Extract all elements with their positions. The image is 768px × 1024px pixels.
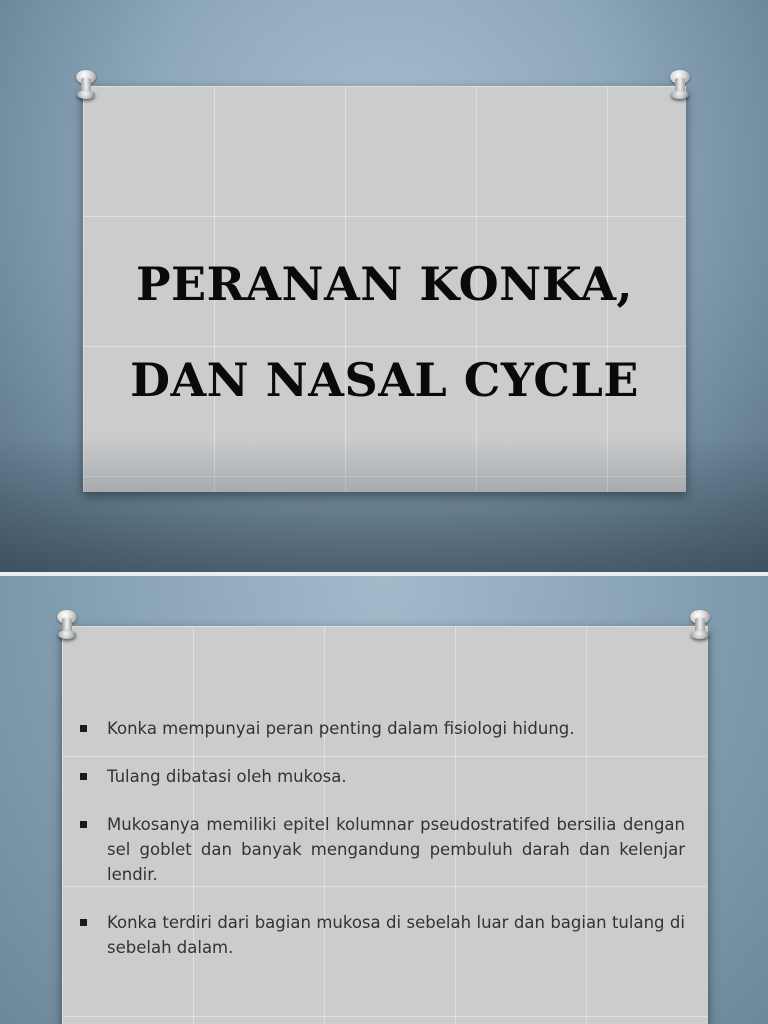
slide-title-line-2: DAN NASAL CYCLE [130, 353, 639, 407]
square-bullet-icon [80, 919, 87, 926]
square-bullet-icon [80, 773, 87, 780]
push-pin-icon [670, 70, 690, 98]
push-pin-icon [57, 610, 77, 638]
push-pin-icon [690, 610, 710, 638]
list-item: Konka terdiri dari bagian mukosa di sebelah luar dan bagian tulang di sebelah dalam. [78, 910, 685, 960]
list-item: Mukosanya memiliki epitel kolumnar pseudostratifed bersilia dengan sel goblet dan banyak mengandung pembuluh darah dan kelenjar lendir. [78, 812, 685, 887]
bullet-list [78, 716, 685, 983]
list-item: Konka mempunyai peran penting dalam fisiologi hidung. [78, 716, 685, 741]
slide-title [83, 236, 686, 428]
content-card [62, 626, 708, 1024]
list-item: Tulang dibatasi oleh mukosa. [78, 764, 685, 789]
slide-title-line-1: PERANAN KONKA, [135, 257, 634, 311]
square-bullet-icon [80, 725, 87, 732]
title-card [83, 86, 686, 492]
square-bullet-icon [80, 821, 87, 828]
slide-2 [0, 576, 768, 1024]
push-pin-icon [76, 70, 96, 98]
